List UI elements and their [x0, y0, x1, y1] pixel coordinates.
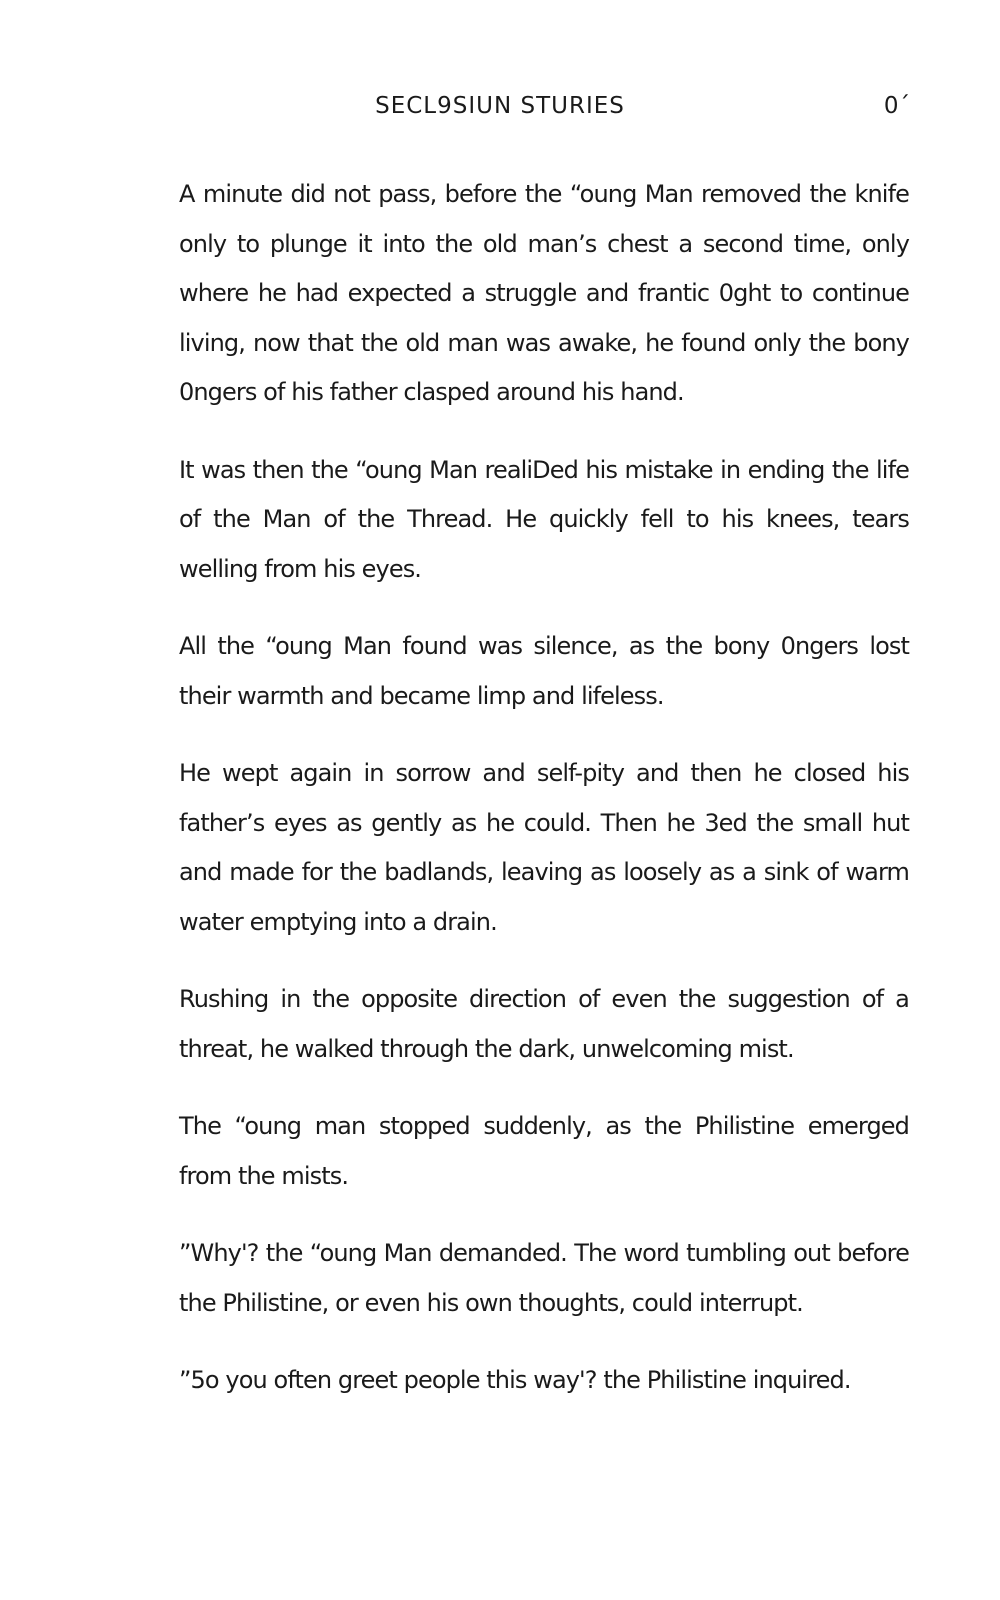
paragraph: The “oung man stopped suddenly, as the Philistine emerged from the mists. [179, 1112, 909, 1190]
paragraph: Rushing in the opposite direction of even the suggestion of a threat, he walked through the dark, unwelcoming mist. [179, 985, 909, 1063]
header-title: SECL9SIUN STURIES [375, 93, 625, 119]
paragraph: All the “oung Man found was silence, as the bony 0ngers lost their warmth and became limp and lifeless. [179, 632, 909, 710]
running-header [180, 88, 910, 124]
paragraph: ”5o you often greet people this way'? the Philistine inquired. [179, 1366, 851, 1394]
page-number: 0´ [883, 93, 910, 119]
paragraph: ”Why'? the “oung Man demanded. The word tumbling out before the Philistine, or even his own thoughts, could interrupt. [179, 1239, 909, 1317]
paragraph: It was then the “oung Man realiDed his mistake in ending the life of the Man of the Thread. He quickly fell to his knees, tears welling from his eyes. [179, 455, 909, 583]
body-text [179, 170, 909, 1434]
paragraph: A minute did not pass, before the “oung Man removed the knife only to plunge it into the old man’s chest a second time, only where he had expected a struggle and frantic 0ght to continue living, now that the old man was awake, he found only the bony 0ngers of his father clasped around his hand. [179, 180, 909, 406]
paragraph: He wept again in sorrow and self-pity and then he closed his father’s eyes as gently as he could. Then he 3ed the small hut and made for the badlands, leaving as loosely as a sink of warm water emptying into a drain. [179, 759, 909, 936]
